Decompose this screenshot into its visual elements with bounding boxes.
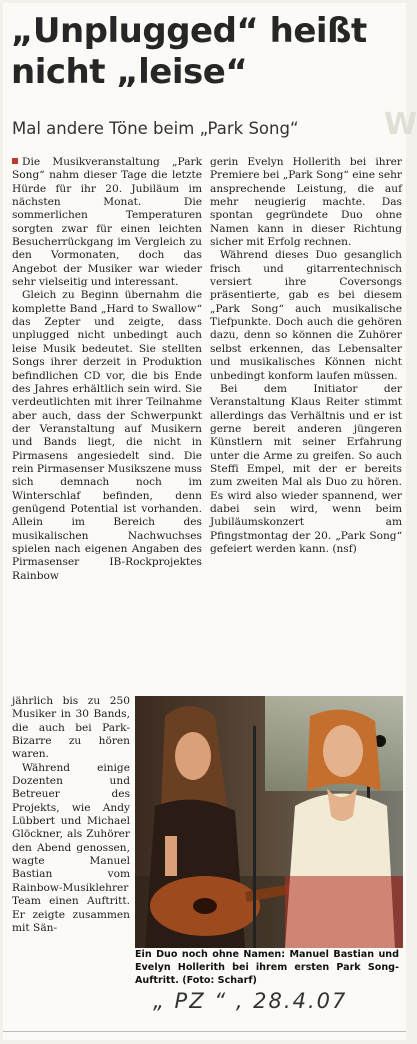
paragraph-1: Die Musikveranstaltung „Park Song“ nahm dieser Tage die letzte Hürde für ihr 20. Jubiläum im nächsten Monat. Die sommerlichen Temperaturen sorgten zwar für einen leichten Besucherrückgang im Vergleich zu den Vormonaten, doch das Angebot der Musiker war wieder sehr vielseitig und interessant. <box>12 156 202 289</box>
headline <box>11 11 403 93</box>
headline-line-2: nicht „leise“ <box>11 52 248 92</box>
duo-performance-illustration <box>135 696 403 948</box>
paragraph-6: Bei dem Initiator der Veranstaltung Klaus Reiter stimmt allerdings das Verhältnis und er ist gerne bereit anderen jüngeren Künstlern mit seiner Erfahrung unter die Arme zu greifen. So auch Steffi Empel, mit der er bereits zum zweiten Mal als Duo zu hören. Es wird also wieder spannend, wer dabei sein wird, wenn beim Jubiläumskonzert am Pfingstmontag der 20. „Park Song“ gefeiert werden kann. (nsf) <box>210 382 402 555</box>
handwritten-source-date: „ PZ “ , 28.4.07 <box>153 989 348 1013</box>
article-column-1-continued <box>12 695 130 935</box>
paragraph-2: Gleich zu Beginn übernahm die komplette Band „Hard to Swallow“ das Zepter und zeigte, dass unplugged nicht unbedingt auch leise Musik bedeutet. Sie stellten Songs ihrer derzeit in Produktion befindlichen CD vor, die bis Ende des Jahres erhältlich sein wird. Sie verdeutlichten mit ihrer Teilnahme aber auch, dass der Schwerpunkt der Veranstaltung auf Musikern und Bands liegt, die nicht in Pirmasens angesiedelt sind. Die rein Pirmasenser Musikszene muss sich demnach noch im Winterschlaf befinden, denn genügend Potential ist vorhanden. Allein im Bereich des musikalischen Nachwuchses spielen nach eigenen Angaben des Pirmasenser IB-Rockprojektes Rainbow <box>12 289 202 582</box>
background-print-bleed: W <box>384 107 417 142</box>
paragraph-2-continued: jährlich bis zu 250 Musiker in 30 Bands, die auch bei Park-Bizarre zu hören waren. <box>12 695 130 761</box>
subheadline: Mal andere Töne beim „Park Song“ <box>12 119 299 138</box>
red-square-bullet-icon <box>12 158 18 164</box>
article-column-2 <box>210 156 402 556</box>
paragraph-4: gerin Evelyn Hollerith bei ihrer Premiere bei „Park Song“ eine sehr ansprechende Leistung, die auf mehr neugierig machte. Das spontan gegründete Duo ohne Namen kann in dieser Richtung sicher mit Erfolg rechnen. <box>210 156 402 249</box>
photo-caption: Ein Duo noch ohne Namen: Manuel Bastian und Evelyn Hollerith bei ihrem ersten Park Song-Auftritt. (Foto: Scharf) <box>135 949 399 986</box>
paragraph-3: Während einige Dozenten und Betreuer des Projekts, wie Andy Lübbert und Michael Glöckner, als Zuhörer den Abend genossen, wagte Manuel Bastian vom Rainbow-Musiklehrer Team einen Auftritt. Er zeigte zusammen mit Sän- <box>12 761 130 934</box>
paragraph-5: Während dieses Duo gesanglich frisch und gitarrentechnisch versiert ihre Coversongs präsentierte, gab es bei diesem „Park Song“ auch musikalische Tiefpunkte. Doch auch die gehören dazu, denn so können die Zuhörer selbst erkennen, das Lebensalter und musikalisches Können nicht unbedingt konform laufen müssen. <box>210 249 402 382</box>
article-column-1 <box>12 156 202 583</box>
newspaper-clipping <box>3 3 417 1040</box>
headline-line-1: „Unplugged“ heißt <box>11 11 367 51</box>
concert-photo <box>135 696 403 948</box>
clipping-bottom-edge <box>3 1031 406 1032</box>
